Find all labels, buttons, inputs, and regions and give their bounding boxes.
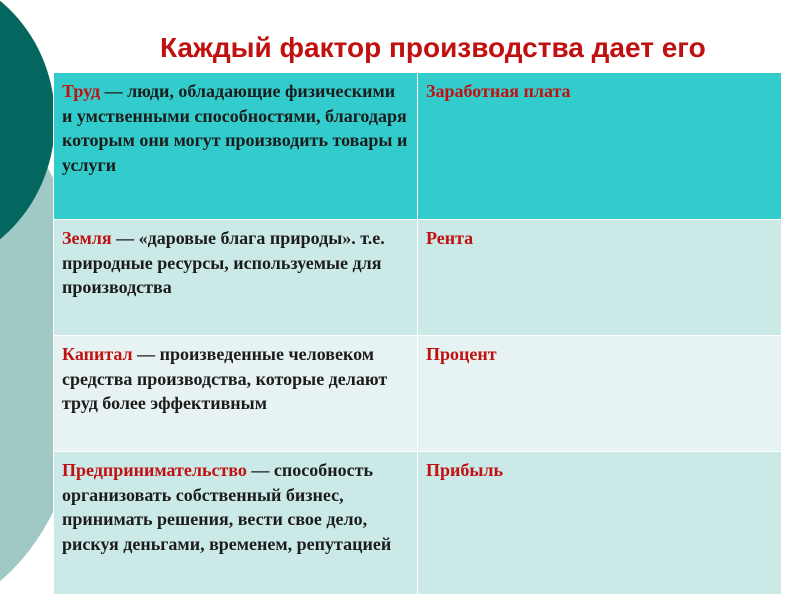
factor-term: Капитал: [62, 344, 133, 364]
income-cell: [418, 336, 782, 452]
factor-term: Труд: [62, 81, 101, 101]
income-cell: [418, 220, 782, 336]
factor-income: Рента: [426, 228, 474, 248]
factor-definition: — люди, обладающие физическими и умственными способностями, благодаря которым они могут производить товары и услуги: [62, 81, 408, 175]
slide-title: Каждый фактор производства дает его: [160, 32, 706, 63]
factor-definition: — способность организовать собственный бизнес, принимать решения, вести свое дело, рискуя деньгами, временем, репутацией: [62, 460, 392, 554]
factor-term: Предпринимательство: [62, 460, 247, 480]
income-cell: [418, 73, 782, 220]
factor-term: Земля: [62, 228, 112, 248]
factor-cell: [54, 220, 418, 336]
factor-income: Прибыль: [426, 460, 504, 480]
factor-income: Заработная плата: [426, 81, 571, 101]
factor-cell: [54, 336, 418, 452]
factor-definition: — «даровые блага природы». т.е. природные ресурсы, используемые для производства: [62, 228, 385, 297]
table-row: [54, 452, 782, 595]
table-row: [54, 220, 782, 336]
factor-cell: [54, 73, 418, 220]
table-row: [54, 336, 782, 452]
factor-cell: [54, 452, 418, 595]
factor-income: Процент: [426, 344, 497, 364]
income-cell: [418, 452, 782, 595]
factor-definition: — произведенные человеком средства производства, которые делают труд более эффективным: [62, 344, 388, 413]
table-row: [54, 73, 782, 220]
factors-table: [53, 72, 782, 595]
